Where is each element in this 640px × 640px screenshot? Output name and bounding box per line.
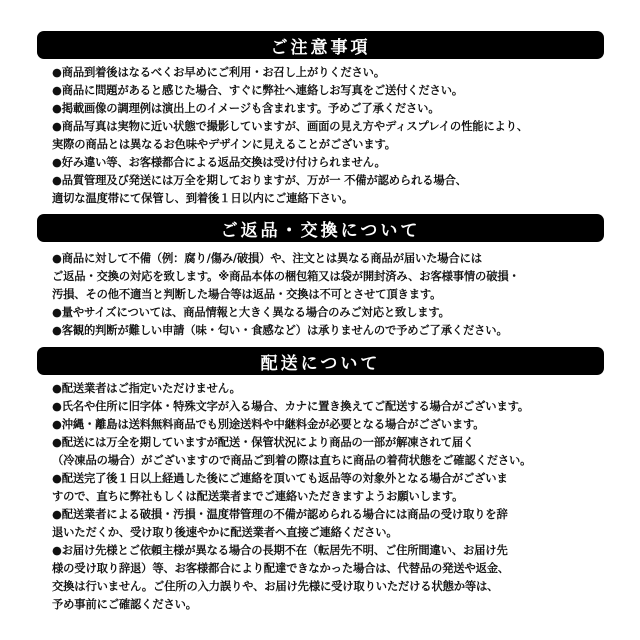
notice-line: ●商品到着後はなるべくお早めにご利用・お召し上がりください。 — [52, 66, 385, 79]
section-title: ご注意事項 — [270, 37, 371, 58]
notice-line: ご返品・交換の対応を致します。※商品本体の梱包箱又は袋が開封済み、お客様事情の破損・ — [52, 270, 520, 283]
notice-line: ●品質管理及び発送には万全を期しておりますが、万が一 不備が認められる場合、 — [52, 174, 467, 187]
notice-line: ●配送業者による破損・汚損・温度帯管理の不備が認められる場合には商品の受け取りを辞 — [52, 508, 508, 521]
notice-line: ●配送には万全を期していますが配送・保管状況により商品の一部が解凍されて届く — [52, 436, 475, 449]
notice-line: 実際の商品とは異なるお色味やデザインに見えることがございます。 — [52, 138, 396, 151]
notice-line: ●配送業者はご指定いただけません。 — [52, 382, 241, 395]
notice-line: ●沖縄・離島は送料無料商品でも別途送料や中継料金が必要となる場合がございます。 — [52, 418, 485, 431]
notice-line: 汚損、その他不適当と判断した場合等は返品・交換は不可とさせて頂きます。 — [52, 288, 442, 301]
section-title: 配送について — [260, 353, 381, 374]
notice-line: ●商品写真は実物に近い状態で撮影していますが、画面の見え方やディスプレイの性能により、 — [52, 120, 528, 133]
section-header-returns — [37, 214, 604, 242]
notice-line: （冷凍品の場合）がございますので商品ご到着の際は直ちに商品の着荷状態をご確認ください。 — [52, 454, 532, 467]
notice-line: 様の受け取り辞退）等、お客様都合により配達できなかった場合は、代替品の発送や返金、 — [52, 562, 510, 575]
notice-line: ●好み違い等、お客様都合による返品交換は受け付けられません。 — [52, 156, 386, 169]
notice-line: ●氏名や住所に旧字体・特殊文字が入る場合、カナに置き換えてご配送する場合がございます。 — [52, 400, 529, 413]
section-body-precautions — [52, 64, 612, 208]
section-header-delivery — [37, 347, 604, 375]
notice-line: ●お届け先様とご依頼主様が異なる場合の長期不在（転居先不明、ご住所間違い、お届け先 — [52, 544, 508, 557]
notice-line: ●客観的判断が難しい申請（味・匂い・食感など）は承りませんので予めご了承ください。 — [52, 324, 508, 337]
notice-line: 適切な温度帯にて保管し、到着後１日以内にご連絡下さい。 — [52, 192, 353, 205]
section-title: ご返品・交換について — [220, 220, 421, 241]
notice-line: すので、直ちに弊社もしくは配送業者までご連絡いただきますようお願いします。 — [52, 490, 464, 503]
notice-line: 退いただくか、受け取り後速やかに配送業者へ直接ご連絡ください。 — [52, 526, 398, 539]
section-body-returns — [52, 250, 612, 340]
notice-line: ●量やサイズについては、商品情報と大きく異なる場合のみご対応と致します。 — [52, 306, 450, 319]
notice-line: 交換は行いません。ご住所の入力誤りや、お届け先様に受け取りいただける状態か等は、 — [52, 580, 499, 593]
section-body-delivery — [52, 380, 612, 614]
notice-line: ●配送完了後１日以上経過した後にご連絡を頂いても返品等の対象外となる場合がございま — [52, 472, 508, 485]
notice-line: ●商品に問題があると感じた場合、すぐに弊社へ連絡しお写真をご送付ください。 — [52, 84, 463, 97]
notice-line: ●商品に対して不備（例：腐り/傷み/破損）や、注文とは異なる商品が届いた場合には — [52, 252, 482, 265]
notice-line: 予め事前にご確認ください。 — [52, 598, 197, 611]
notice-line: ●掲載画像の調理例は演出上のイメージも含まれます。予めご了承ください。 — [52, 102, 440, 115]
section-header-precautions — [37, 31, 604, 59]
